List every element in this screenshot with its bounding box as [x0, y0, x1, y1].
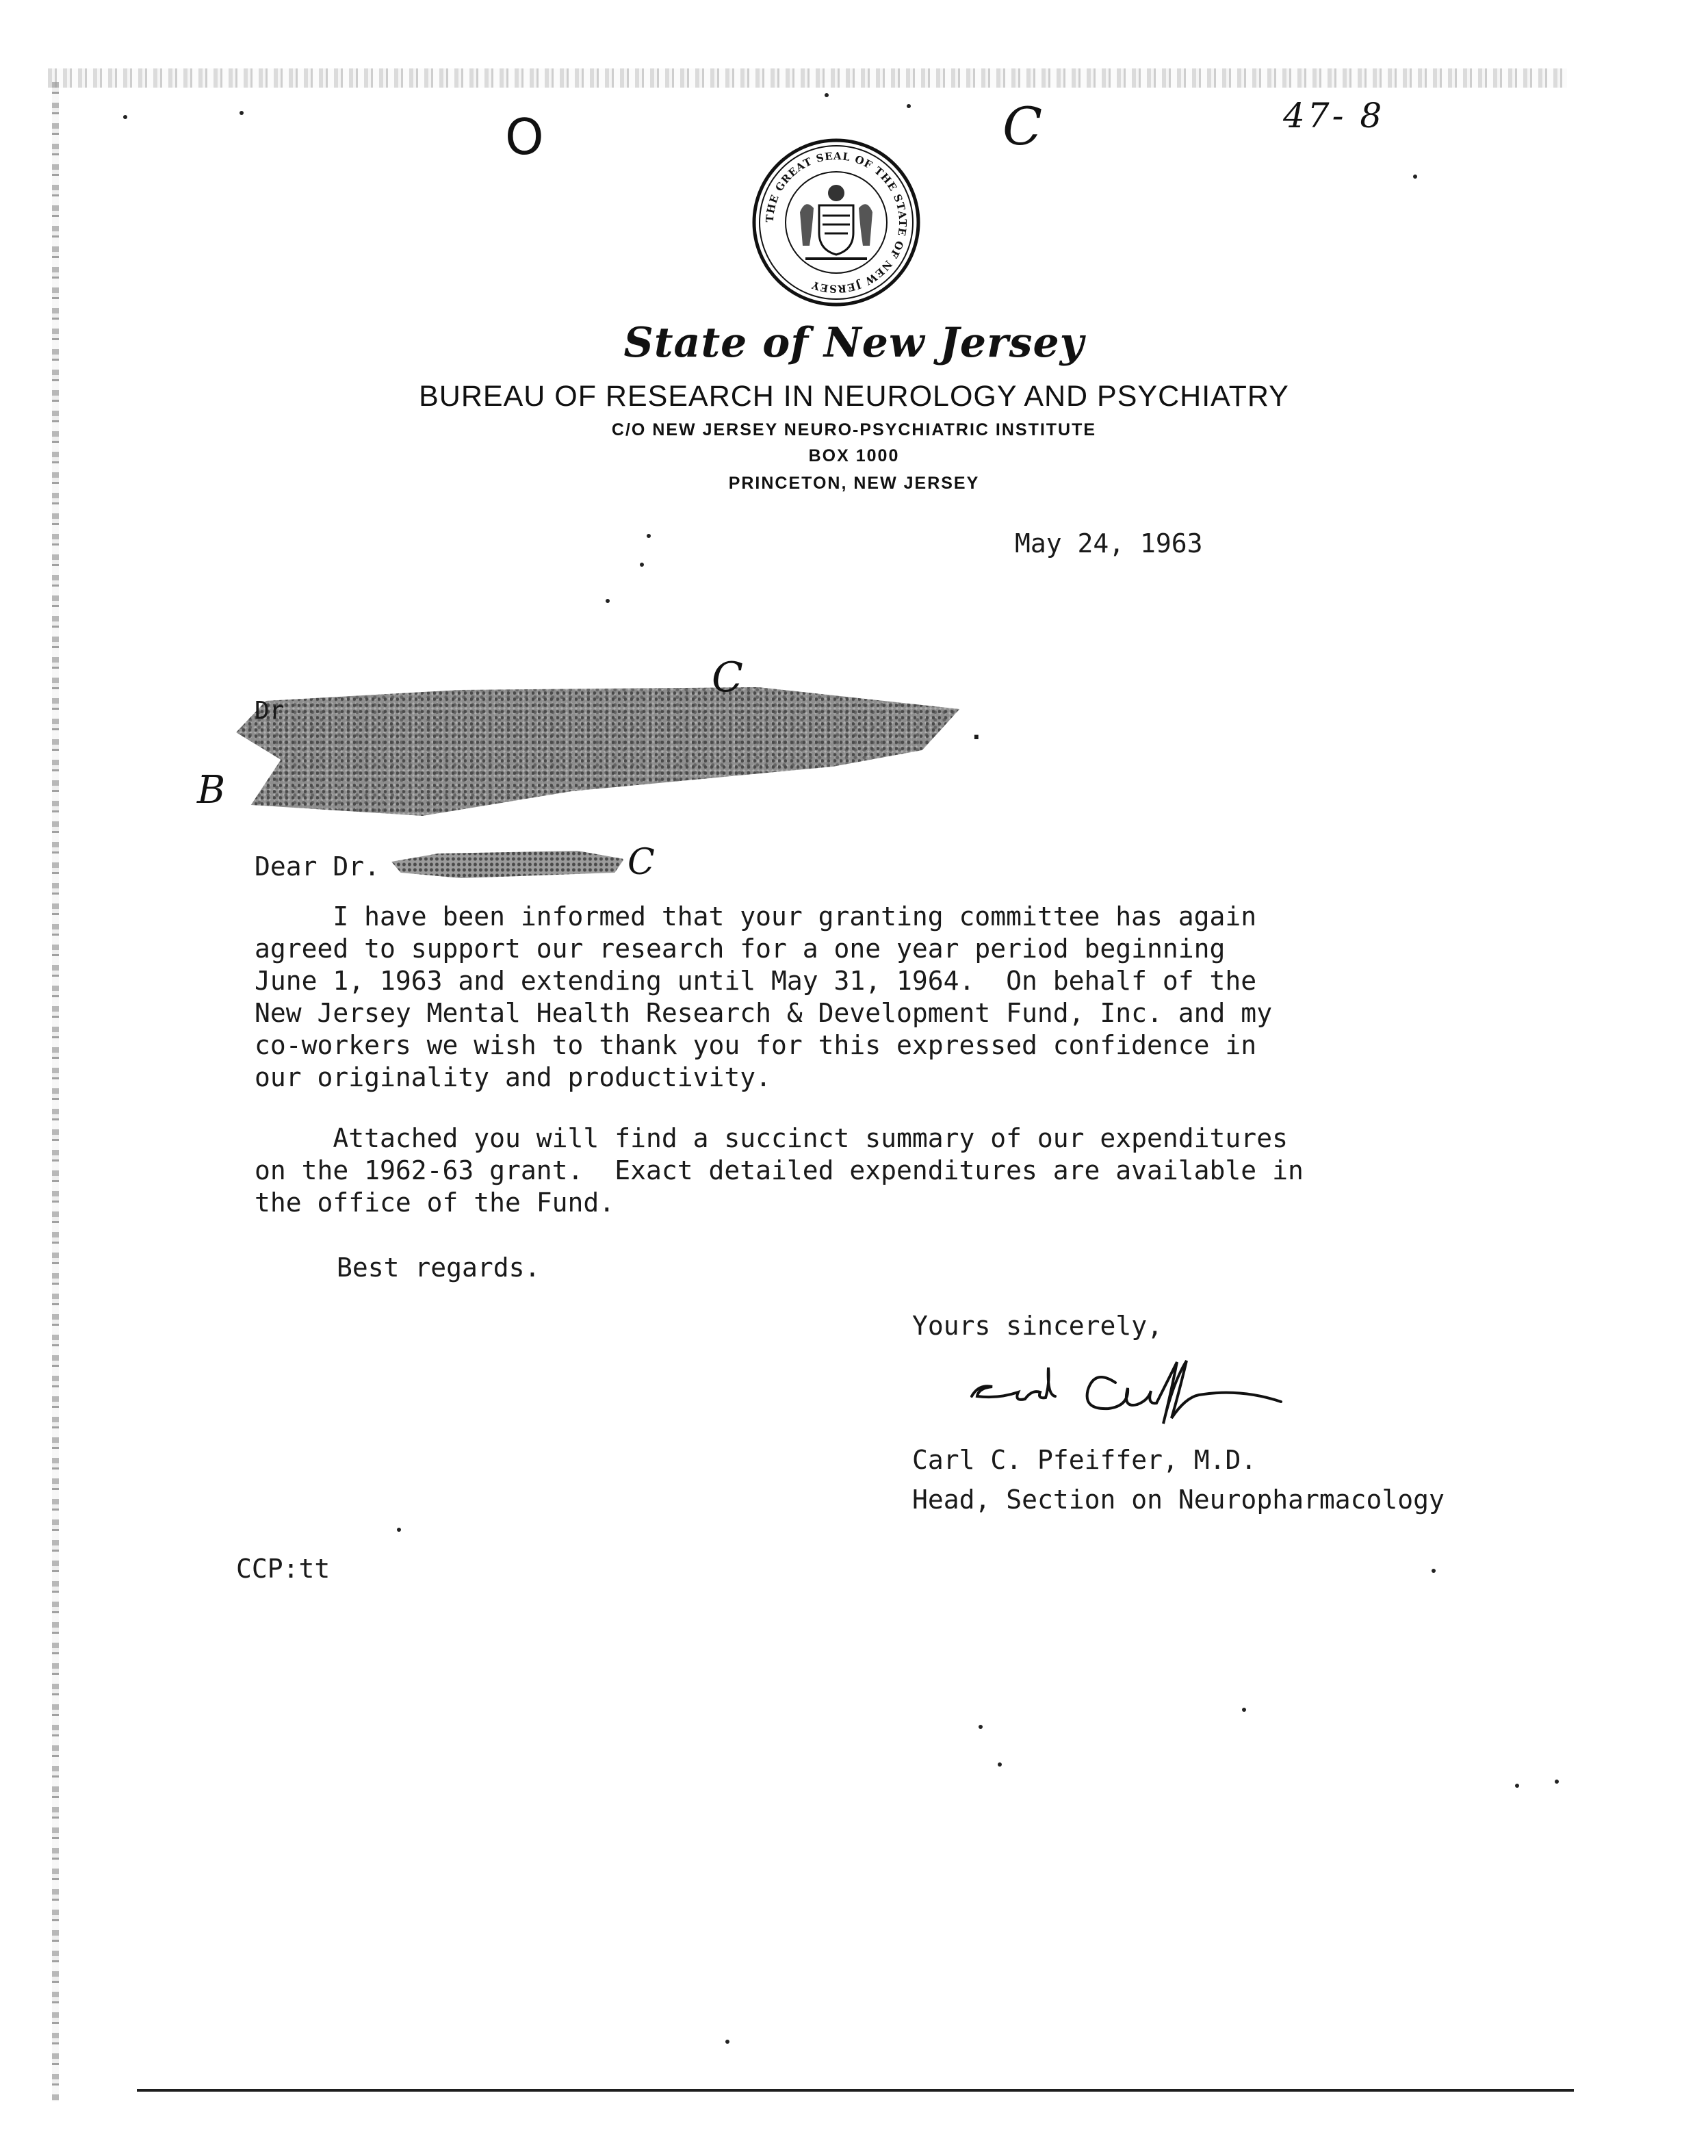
scan-speck: [1555, 1780, 1559, 1784]
state-seal-logo: [751, 137, 922, 308]
scan-speck: [397, 1528, 401, 1532]
signer-block: Carl C. Pfeiffer, M.D. Head, Section on Neuropharmacology: [912, 1445, 1445, 1515]
scan-speck: [1413, 175, 1417, 179]
institute-line: C/O NEW JERSEY NEURO-PSYCHIATRIC INSTITUTE: [611, 420, 1097, 439]
redacted-address-block: [236, 684, 982, 821]
address-prefix: Dr: [255, 697, 285, 725]
handwritten-mark-b: B: [197, 768, 226, 812]
redacted-salutation-name: [391, 851, 624, 878]
scan-speck: [1515, 1784, 1519, 1788]
scan-speck: [1242, 1708, 1246, 1712]
svg-text:THE GREAT SEAL OF THE STATE OF: THE GREAT SEAL OF THE STATE OF NEW JERSEY: [763, 149, 909, 296]
handwritten-file-number: 47- 8: [1283, 96, 1385, 136]
state-title: State of New Jersey: [623, 319, 1085, 367]
handwritten-mark-c-top: C: [1002, 96, 1043, 157]
handwritten-signature: [958, 1355, 1369, 1430]
valediction: Yours sincerely,: [912, 1311, 1163, 1341]
bureau-name: BUREAU OF RESEARCH IN NEUROLOGY AND PSYCHIATRY: [419, 380, 1289, 413]
typist-initials: CCP:tt: [236, 1554, 331, 1584]
scan-speck: [647, 534, 651, 538]
closing: Best regards.: [337, 1253, 541, 1283]
scan-edge-bottom: [137, 2089, 1574, 2092]
body-paragraph-1: I have been informed that your granting committee has again agreed to support our research for a one year period beginning June 1, 1963 and extending until May 31, 1964. On behalf of the New Jersey Mental Health Research & Development Fund, Inc. and my co-workers we wish to thank you for this expressed confidence in our originality and productivity.: [255, 901, 1273, 1092]
salutation: Dear Dr.: [255, 851, 380, 882]
scan-speck: [907, 104, 911, 108]
scan-speck: [725, 2040, 729, 2044]
scan-speck: [240, 111, 244, 115]
scan-edge-top: [48, 68, 1567, 88]
handwritten-mark-c-address: C: [712, 654, 743, 702]
scan-speck: [998, 1762, 1002, 1767]
box-line: BOX 1000: [808, 446, 900, 465]
address-end: .: [969, 717, 984, 745]
scan-speck: [1432, 1569, 1436, 1573]
scan-speck: [123, 115, 127, 119]
letter-date: May 24, 1963: [1015, 528, 1203, 559]
scan-speck: [979, 1725, 983, 1729]
handwritten-mark-c-salutation: C: [627, 842, 655, 883]
scan-speck: [606, 599, 610, 603]
handwritten-mark-o: O: [505, 108, 544, 166]
scan-speck: [640, 563, 644, 567]
body-paragraph-2: Attached you will find a succinct summary of our expenditures on the 1962-63 grant. Exact detailed expenditures are available in the office of the Fund.: [255, 1123, 1304, 1218]
scan-speck: [825, 93, 829, 97]
city-line: PRINCETON, NEW JERSEY: [728, 474, 980, 493]
